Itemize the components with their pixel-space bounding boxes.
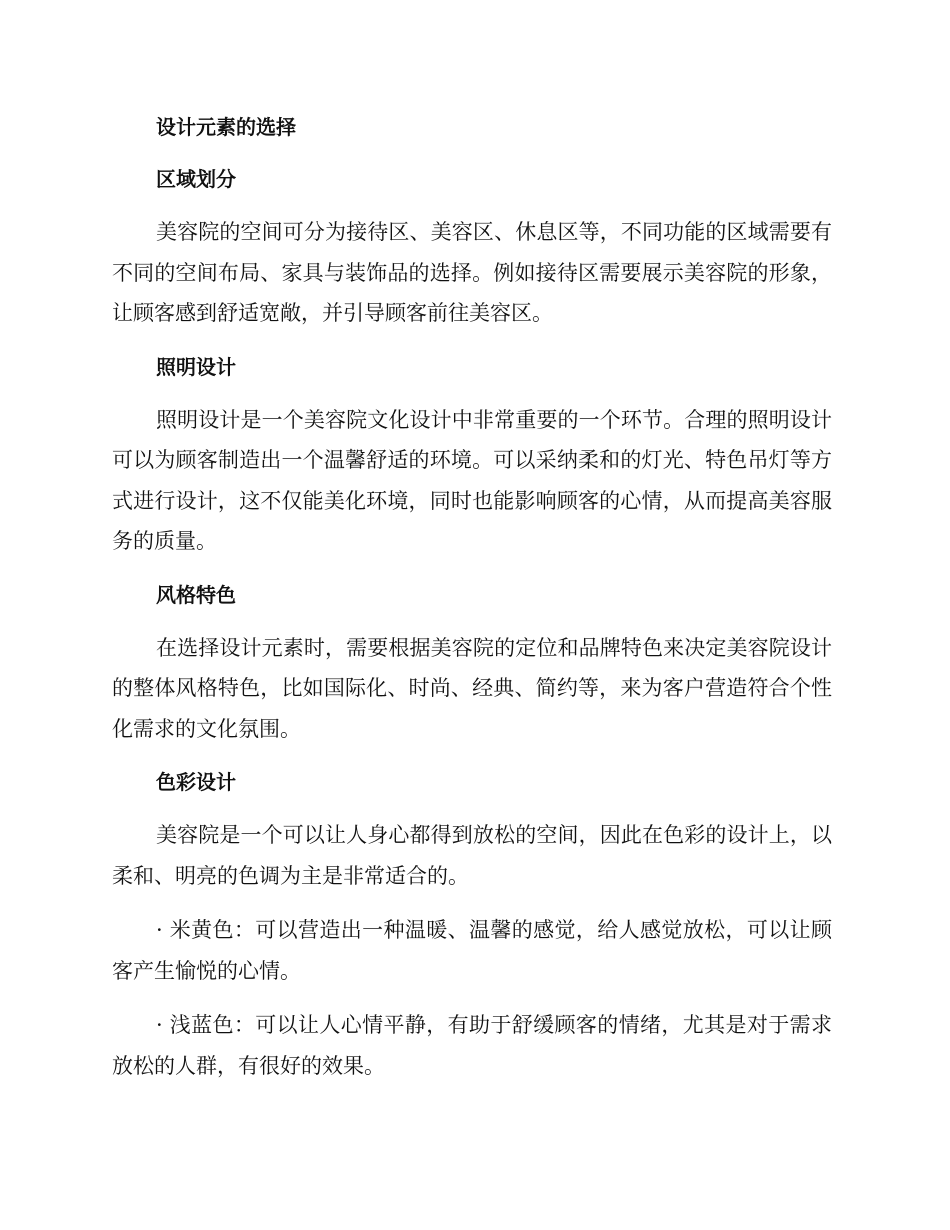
color-paragraph: 美容院是一个可以让人身心都得到放松的空间，因此在色彩的设计上，以柔和、明亮的色调为主是非常适合的。 [112,823,832,888]
lighting-paragraph: 照明设计是一个美容院文化设计中非常重要的一个环节。合理的照明设计可以为顾客制造出一个温馨舒适的环境。可以采纳柔和的灯光、特色吊灯等方式进行设计，这不仅能美化环境，同时也能影响顾客的心情，从而提高美容服务的质量。 [112,407,832,553]
zone-heading: 区域划分 [156,167,236,191]
bullet-item-light-blue: · 浅蓝色：可以让人心情平静，有助于舒缓顾客的情绪，尤其是对于需求放松的人群，有很好的效果。 [112,1013,832,1078]
color-heading: 色彩设计 [156,770,236,794]
zone-paragraph: 美容院的空间可分为接待区、美容区、休息区等，不同功能的区域需要有不同的空间布局、家具与装饰品的选择。例如接待区需要展示美容院的形象，让顾客感到舒适宽敞，并引导顾客前往美容区。 [112,220,832,325]
lighting-heading: 照明设计 [156,354,236,379]
style-paragraph: 在选择设计元素时，需要根据美容院的定位和品牌特色来决定美容院设计的整体风格特色，比如国际化、时尚、经典、简约等，来为客户营造符合个性化需求的文化氛围。 [112,635,832,741]
bullet-item-beige: · 米黄色：可以营造出一种温暖、温馨的感觉，给人感觉放松，可以让顾客产生愉悦的心情。 [112,918,832,983]
style-heading: 风格特色 [156,582,236,607]
document-page [112,108,832,1100]
section-title: 设计元素的选择 [156,115,296,139]
